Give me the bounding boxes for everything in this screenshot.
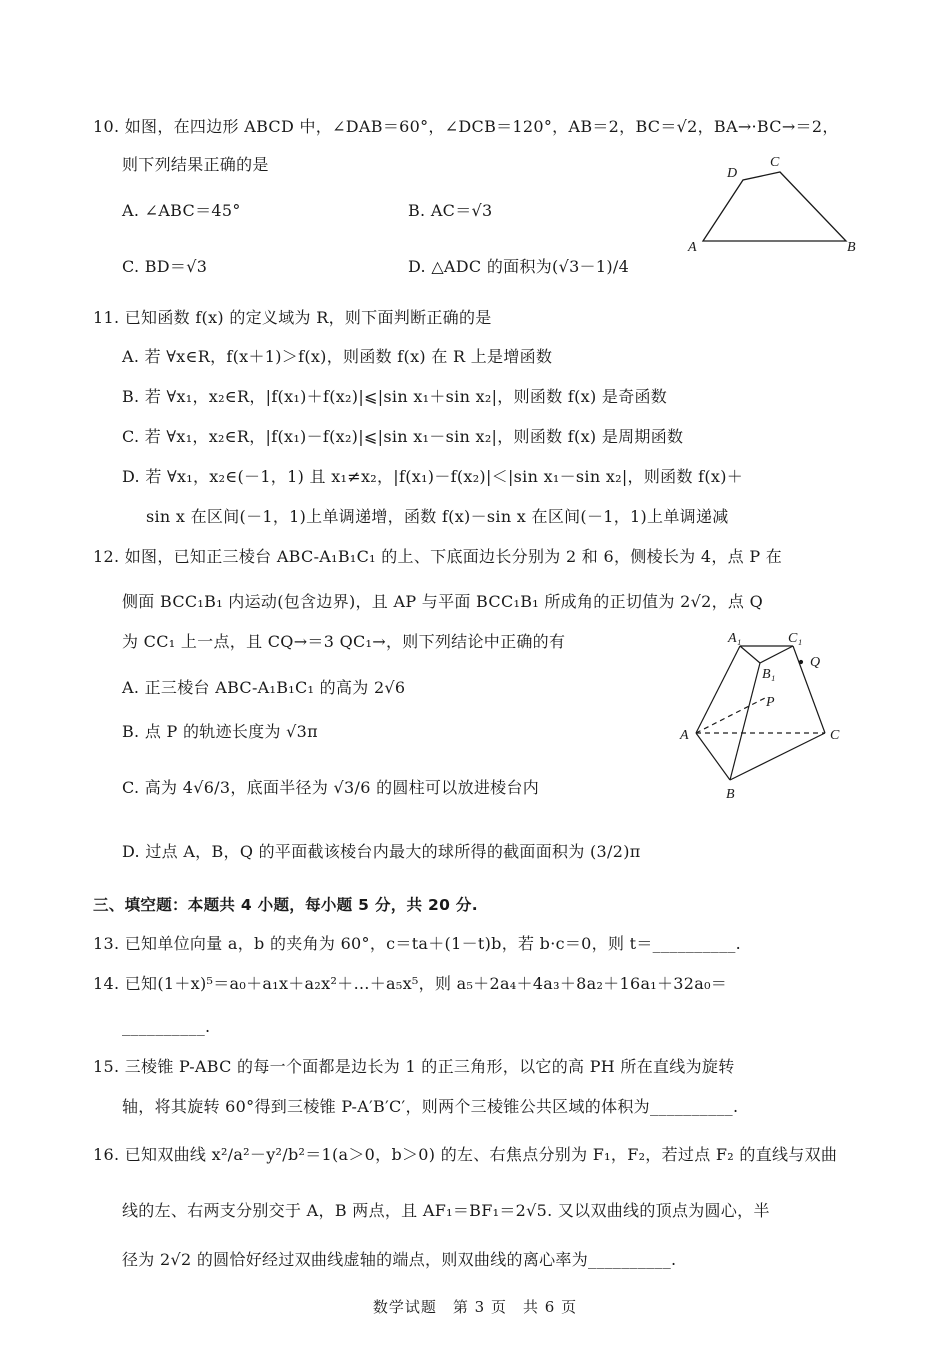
q11-option-d-line1: D. 若 ∀x₁，x₂∈(－1，1) 且 x₁≠x₂，|f(x₁)－f(x₂)|＜|sin x₁－sin x₂|，则函数 f(x)＋ — [122, 467, 744, 486]
q10-label-b: B — [847, 240, 856, 255]
q11-option-c: C. 若 ∀x₁，x₂∈R，|f(x₁)－f(x₂)|⩽|sin x₁－sin x₂|，则函数 f(x) 是周期函数 — [122, 427, 684, 446]
q10-option-c: C. BD＝√3 — [122, 257, 208, 276]
q13-line: 13. 已知单位向量 a，b 的夹角为 60°，c＝ta＋(1－t)b，若 b·c＝0，则 t＝__________. — [93, 934, 742, 953]
q12-label-a1: A₁ — [728, 631, 742, 646]
q10-option-d: D. △ADC 的面积为(√3－1)/4 — [408, 257, 630, 276]
q12-line2: 侧面 BCC₁B₁ 内运动(包含边界)，且 AP 与平面 BCC₁B₁ 所成角的正切值为 2√2，点 Q — [122, 592, 764, 611]
q12-line1: 12. 如图，已知正三棱台 ABC-A₁B₁C₁ 的上、下底面边长分别为 2 和 6，侧棱长为 4，点 P 在 — [93, 547, 783, 566]
q12-label-q: Q — [810, 655, 821, 670]
section-three-heading: 三、填空题：本题共 4 小题，每小题 5 分，共 20 分. — [93, 896, 478, 914]
page-footer: 数学试题 第 3 页 共 6 页 — [372, 1298, 578, 1316]
q12-label-b: B — [726, 787, 735, 802]
q10-option-b: B. AC＝√3 — [408, 201, 493, 220]
q12-label-b1: B₁ — [762, 667, 776, 682]
q16-line3: 径为 2√2 的圆恰好经过双曲线虚轴的端点，则双曲线的离心率为__________. — [122, 1250, 677, 1269]
q11-option-d-line2: sin x 在区间(－1，1)上单调递增，函数 f(x)－sin x 在区间(－1，1)上单调递减 — [146, 507, 729, 526]
q15-line1: 15. 三棱锥 P-ABC 的每一个面都是边长为 1 的正三角形，以它的高 PH 所在直线为旋转 — [93, 1057, 735, 1076]
q10-label-c: C — [770, 155, 780, 170]
q12-label-c1: C₁ — [788, 631, 803, 646]
q12-option-d: D. 过点 A，B，Q 的平面截该棱台内最大的球所得的截面面积为 (3/2)π — [122, 842, 641, 861]
q15-line2: 轴，将其旋转 60°得到三棱锥 P-A′B′C′，则两个三棱锥公共区域的体积为__________. — [122, 1097, 739, 1116]
q10-option-a: A. ∠ABC＝45° — [122, 201, 241, 220]
q10-label-d: D — [727, 166, 738, 181]
q12-label-c: C — [830, 728, 840, 743]
q12-option-c: C. 高为 4√6/3，底面半径为 √3/6 的圆柱可以放进棱台内 — [122, 778, 540, 797]
q11-line1: 11. 已知函数 f(x) 的定义域为 R，则下面判断正确的是 — [93, 308, 492, 327]
q10-line1: 10. 如图，在四边形 ABCD 中，∠DAB＝60°，∠DCB＝120°，AB＝2，BC＝√2，BA→·BC→＝2， — [93, 117, 839, 136]
q12-label-a: A — [680, 728, 689, 743]
q16-line1: 16. 已知双曲线 x²/a²－y²/b²＝1(a＞0，b＞0) 的左、右焦点分别为 F₁，F₂，若过点 F₂ 的直线与双曲 — [93, 1145, 838, 1164]
q12-label-p: P — [766, 695, 775, 710]
q14-line1: 14. 已知(1＋x)⁵＝a₀＋a₁x＋a₂x²＋…＋a₅x⁵，则 a₅＋2a₄＋4a₃＋8a₂＋16a₁＋32a₀＝ — [93, 974, 728, 993]
q10-label-a: A — [688, 240, 697, 255]
q12-line3: 为 CC₁ 上一点，且 CQ→＝3 QC₁→，则下列结论中正确的有 — [122, 632, 566, 651]
q11-option-a: A. 若 ∀x∈R，f(x＋1)＞f(x)，则函数 f(x) 在 R 上是增函数 — [122, 347, 553, 366]
q10-line2: 则下列结果正确的是 — [122, 155, 269, 174]
q12-option-a: A. 正三棱台 ABC-A₁B₁C₁ 的高为 2√6 — [122, 678, 406, 697]
q16-line2: 线的左、右两支分别交于 A，B 两点，且 AF₁＝BF₁＝2√5. 又以双曲线的顶点为圆心，半 — [122, 1201, 770, 1220]
q11-option-b: B. 若 ∀x₁，x₂∈R，|f(x₁)＋f(x₂)|⩽|sin x₁＋sin x₂|，则函数 f(x) 是奇函数 — [122, 387, 668, 406]
q12-frustum-figure — [680, 628, 870, 808]
q14-line2: __________. — [122, 1017, 211, 1036]
q10-quadrilateral-figure — [685, 150, 865, 260]
q12-option-b: B. 点 P 的轨迹长度为 √3π — [122, 722, 318, 741]
